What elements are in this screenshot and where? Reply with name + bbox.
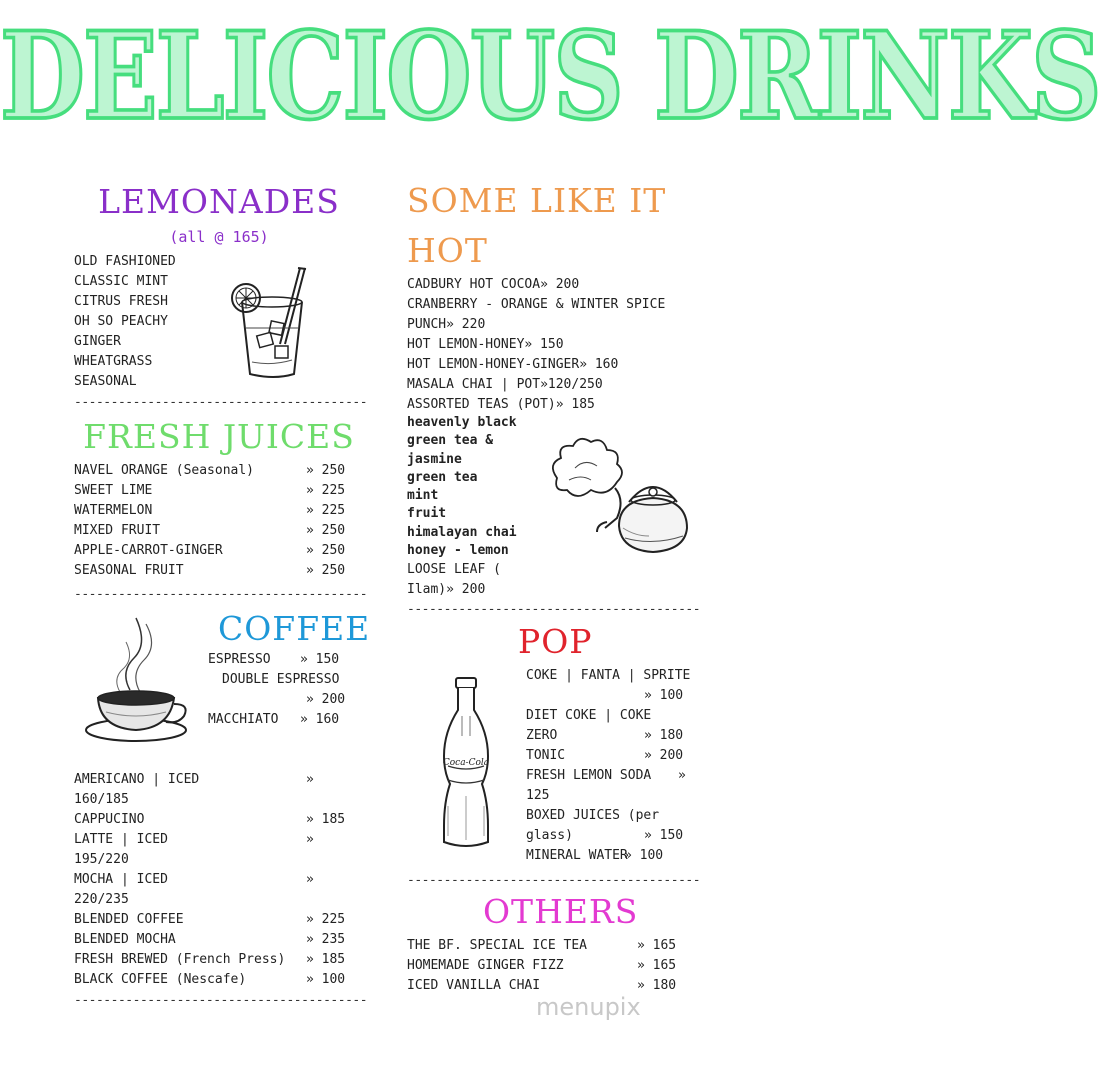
list-item: fruit (407, 506, 447, 522)
price: » 225 (306, 483, 346, 498)
list-item: HOMEMADE GINGER FIZZ » 165 (407, 956, 697, 976)
coffee-heading: COFFEE (218, 609, 371, 648)
list-item: BLENDED COFFEE » 225 (74, 910, 354, 930)
list-item: CRANBERRY - ORANGE & WINTER SPICE (407, 297, 666, 312)
price: » 150 (644, 828, 684, 843)
list-item: DOUBLE ESPRESSO (222, 672, 340, 687)
list-item: DIET COKE | COKE (526, 708, 652, 723)
list-item: PUNCH» 220 (407, 317, 486, 332)
pop-list (526, 666, 706, 866)
list-item: COKE | FANTA | SPRITE (526, 668, 691, 683)
list-item (208, 690, 358, 710)
divider: ---------------------------------------- (74, 395, 368, 410)
price: » (306, 832, 314, 847)
list-item: SWEET LIME » 225 (74, 481, 354, 501)
list-item: NAVEL ORANGE (Seasonal) » 250 (74, 461, 354, 481)
list-item: MINERAL WATER » 100 (526, 846, 706, 866)
list-item: CLASSIC MINT (74, 274, 168, 289)
list-item: MIXED FRUIT » 250 (74, 521, 354, 541)
list-item: ASSORTED TEAS (POT)» 185 (407, 397, 595, 412)
price: » 200 (446, 582, 486, 597)
list-item: CADBURY HOT COCOA» 200 (407, 277, 580, 292)
coffee-top-list (208, 650, 358, 730)
price: » 250 (306, 563, 346, 578)
price: » 150 (300, 652, 340, 667)
price: » (678, 768, 686, 783)
list-item: OLD FASHIONED (74, 254, 176, 269)
lemonades-heading: LEMONADES (98, 182, 340, 221)
price: » 200 (644, 748, 684, 763)
list-item: heavenly black (407, 415, 517, 430)
price: » 185 (555, 397, 595, 412)
price: » 160 (300, 712, 340, 727)
hot-heading-line2: HOT (407, 231, 488, 270)
price: » 185 (306, 812, 346, 827)
list-item: SEASONAL (74, 374, 137, 389)
list-item: SEASONAL FRUIT » 250 (74, 561, 354, 581)
list-item: ESPRESSO » 150 (208, 650, 358, 670)
list-item: CAPPUCINO » 185 (74, 810, 354, 830)
price: » 185 (306, 952, 346, 967)
lemonades-list (74, 252, 176, 392)
price: » 200 (540, 277, 580, 292)
lemonade-glass-illustration (222, 262, 312, 384)
list-item: FRESH LEMON SODA » (526, 766, 706, 786)
price: » 225 (306, 912, 346, 927)
list-item: himalayan chai (407, 524, 517, 540)
list-item-cont: 160/185 (74, 792, 129, 807)
list-item: ZERO » 180 (526, 726, 706, 746)
watermark: menupix (536, 993, 641, 1021)
list-item: THE BF. SPECIAL ICE TEA » 165 (407, 936, 697, 956)
coffee-cup-illustration (82, 612, 192, 752)
list-item: GINGER (74, 334, 121, 349)
list-item: MASALA CHAI | POT»120/250 (407, 377, 603, 392)
price: » 200 (306, 692, 346, 707)
list-item: TONIC » 200 (526, 746, 706, 766)
list-item: glass) » 150 (526, 826, 706, 846)
price: » 250 (306, 523, 346, 538)
price: » 150 (524, 337, 564, 352)
coffee-list (74, 770, 354, 990)
list-item: ICED VANILLA CHAI » 180 (407, 976, 697, 996)
list-item: green tea (407, 469, 478, 485)
list-item: AMERICANO | ICED » (74, 770, 354, 790)
hot-list (407, 275, 697, 415)
list-item: BLENDED MOCHA » 235 (74, 930, 354, 950)
price: » 100 (644, 688, 684, 703)
list-item: mint (407, 488, 439, 504)
divider: ---------------------------------------- (74, 993, 368, 1008)
lemonades-price-note: (all @ 165) (169, 228, 269, 246)
list-item-cont: 195/220 (74, 852, 129, 867)
others-heading: OTHERS (483, 892, 639, 931)
price: » 180 (637, 978, 677, 993)
juices-list (74, 461, 354, 581)
list-item: HOT LEMON-HONEY-GINGER» 160 (407, 357, 619, 372)
list-item: WATERMELON » 225 (74, 501, 354, 521)
list-item: CITRUS FRESH (74, 294, 168, 309)
divider: ---------------------------------------- (74, 587, 368, 602)
list-item: MOCHA | ICED » (74, 870, 354, 890)
price: » 235 (306, 932, 346, 947)
list-item (526, 686, 706, 706)
menu-title: DELICIOUS DRINKS (0, 7, 1100, 148)
bottle-label: Coca-Cola (442, 758, 490, 768)
list-item: LATTE | ICED » (74, 830, 354, 850)
loose-leaf (407, 560, 697, 600)
list-item: MACCHIATO » 160 (208, 710, 358, 730)
list-item-cont: 220/235 (74, 892, 129, 907)
list-item: OH SO PEACHY (74, 314, 168, 329)
price: » 225 (306, 503, 346, 518)
list-item: honey - lemon (407, 543, 509, 559)
list-item: FRESH BREWED (French Press) » 185 (74, 950, 354, 970)
price: » 160 (579, 357, 619, 372)
divider: ---------------------------------------- (407, 602, 701, 617)
price: » 220 (446, 317, 486, 332)
list-item: jasmine (407, 451, 462, 467)
coke-bottle-illustration (436, 676, 496, 851)
others-list (407, 936, 697, 996)
list-item: HOT LEMON-HONEY» 150 (407, 337, 564, 352)
price: »120/250 (540, 377, 603, 392)
price: » (306, 772, 314, 787)
list-item: BLACK COFFEE (Nescafe) » 100 (74, 970, 354, 990)
divider: ---------------------------------------- (407, 873, 701, 888)
price: » 100 (624, 848, 664, 863)
hot-heading-line1: SOME LIKE IT (407, 181, 667, 220)
teapot-illustration (545, 428, 695, 556)
price: » 250 (306, 463, 346, 478)
price: » 250 (306, 543, 346, 558)
fresh-juices-heading: FRESH JUICES (83, 417, 355, 456)
tea-list (407, 414, 517, 560)
price: » 180 (644, 728, 684, 743)
list-item: green tea & (407, 433, 494, 449)
price: » 100 (306, 972, 346, 987)
list-item: WHEATGRASS (74, 354, 153, 369)
price: » 165 (637, 938, 677, 953)
list-item: BOXED JUICES (per (526, 808, 660, 823)
list-item: APPLE-CARROT-GINGER » 250 (74, 541, 354, 561)
list-item: 125 (526, 788, 550, 803)
list-item: Ilam)» 200 (407, 582, 486, 597)
pop-heading: POP (518, 622, 593, 661)
price: » 165 (637, 958, 677, 973)
list-item: LOOSE LEAF ( (407, 562, 501, 577)
price: » (306, 872, 314, 887)
